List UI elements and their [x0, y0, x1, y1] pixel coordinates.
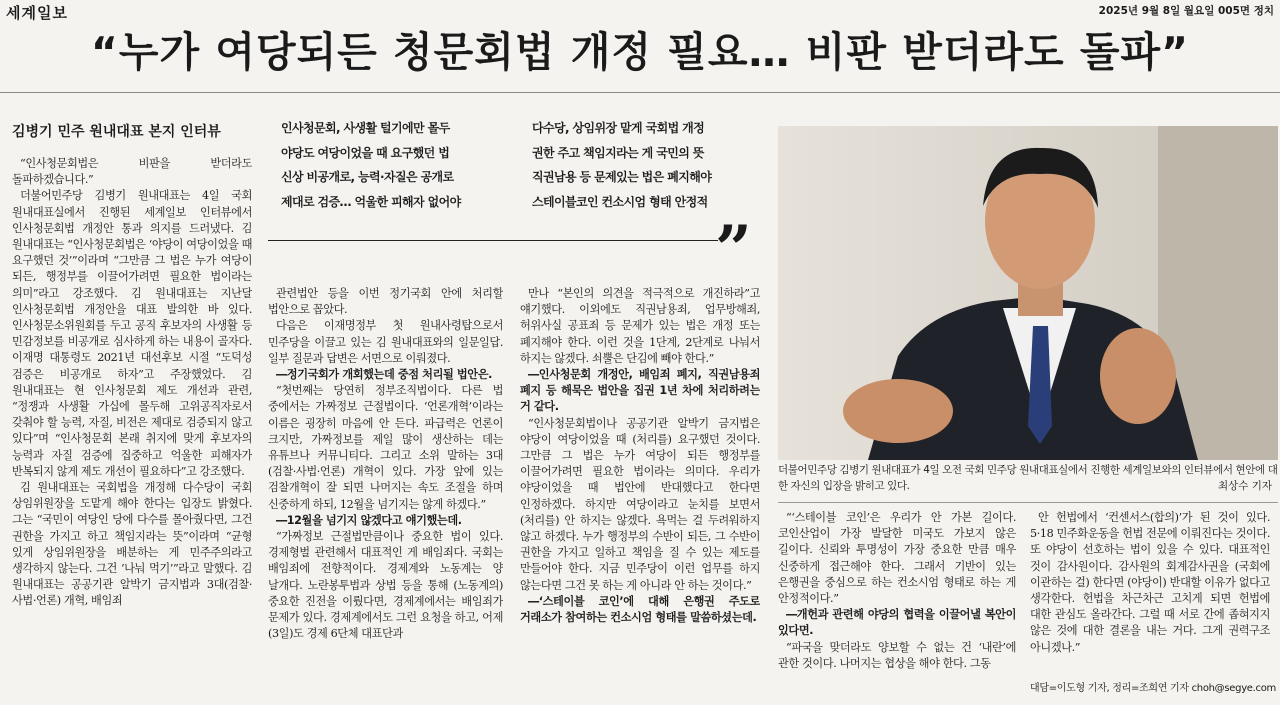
pullquote-right: [532, 116, 711, 214]
pullquote-line: 신상 비공개로, 능력·자질은 공개로: [281, 170, 454, 184]
pullquote-rule: [268, 240, 718, 241]
paragraph: “가짜정보 근절법만큼이나 중요한 법이 있다. 경제형벌 관련해서 대표적인 게 배임죄다. 국회는 배임죄에 전향적이다. 경제계와 노동계는 양 날개다. 노란봉투법과 상법 등을 통해 (노동계의) 중요한 진전을 이뤘다면, 경제계에서는 배임죄가 문제가 있다. 경제계에서도 그런 요청을 하고, 어제(3일)도 경제 6단체 대표단과: [268, 530, 503, 641]
kicker: 김병기 민주 원내대표 본지 인터뷰: [12, 124, 221, 140]
question: ―‘스테이블 코인’에 대해 은행권 주도로 거래소가 참여하는 컨소시엄 형태를 말씀하셨는데.: [520, 594, 760, 625]
paragraph: 다음은 이재명정부 첫 원내사령탑으로서 민주당을 이끌고 있는 김 원내대표와의 일문일답. 일부 질문과 답변은 서면으로 이뤄졌다.: [268, 319, 503, 365]
paragraph: 만나 “본인의 의견을 적극적으로 개진하라”고 얘기했다. 이외에도 직권남용죄, 업무방해죄, 허위사실 공표죄 등 문제가 있는 법은 개정 또는 폐지해야 한다. 이런 것을 1단계, 2단계로 나눠서 하지는 않겠다. 쇠뿔은 단김에 빼야 한다.”: [520, 287, 760, 365]
paragraph: 김 원내대표는 국회법을 개정해 다수당이 국회 상임위원장을 도맡게 해야 한다는 입장도 밝혔다. 그는 “국민이 여당인 당에 다수를 몰아줬다면, 그건 권한을 가지고 하고 책임지라는 뜻”이라며 “균형 있게 상임위원장을 배분하는 게 민주주의라고 생각하지 않는다. 그건 ‘나눠 먹기’”라고 말했다. 김 원내대표는 공공기관 알박기 금지법과 3대(검찰·사법·언론) 개혁, 배임죄: [12, 481, 252, 608]
pullquote-line: 인사청문회, 사생활 털기에만 몰두: [281, 121, 450, 135]
paragraph: “파국을 맞더라도 양보할 수 없는 건 ‘내란’에 관한 것이다. 나머지는 협상을 해야 한다. 그동: [778, 640, 1016, 670]
question: ―인사청문회 개정안, 배임죄 폐지, 직권남용죄 폐지 등 해묵은 법안을 집권 1년 차에 처리하려는 거 같다.: [520, 368, 760, 414]
divider: [0, 92, 1280, 93]
pullquote-left: [281, 116, 461, 214]
article-column-3: [520, 286, 760, 702]
paragraph: “인사청문회법은 비판을 받더라도 돌파하겠습니다.”: [12, 157, 252, 187]
quote-mark-icon: ”: [715, 212, 752, 287]
article-column-2: [268, 286, 503, 702]
question: ―정기국회가 개회했는데 중점 처리될 법안은.: [276, 368, 492, 382]
interview-photo: [778, 126, 1278, 460]
headline: “누가 여당되든 청문회법 개정 필요… 비판 받더라도 돌파”: [90, 28, 1190, 76]
paragraph: “‘스테이블 코인’은 우리가 안 가본 길이다. 코인산업이 가장 발달한 미국도 가보지 않은 길이다. 신뢰와 투명성이 가장 중요한 만큼 매우 신중하게 접근해야 한다. 그래서 기반이 있는 은행권을 중심으로 하는 컨소시엄 형태로 하는 게 안정적이다.”: [778, 511, 1016, 606]
divider: [778, 502, 1278, 503]
article-column-4: [778, 510, 1016, 702]
question: ―개헌과 관련해 야당의 협력을 이끌어낼 복안이 있다면.: [778, 608, 1016, 638]
photo-caption: 더불어민주당 김병기 원내대표가 4일 오전 국회 민주당 원내대표실에서 진행한 세계일보와의 인터뷰에서 현안에 대한 자신의 입장을 밝히고 있다.: [778, 464, 1278, 492]
pullquote-line: 직권남용 등 문제있는 법은 폐지해야: [532, 170, 712, 184]
pullquote-line: 다수당, 상임위장 맡게 국회법 개정: [532, 121, 705, 135]
article-column-1: [12, 156, 252, 702]
paragraph: 안 헌법에서 ‘컨센서스(합의)’가 된 것이 있다. 5·18 민주화운동을 헌법 전문에 이뤄진다는 것이다. 또 야당이 선호하는 법이 있을 수 있다. 대표적인 것이 감사원이다. 감사원의 회계감사권을 (국회에 이관하는 걸) 한다면 (야당이) 반대할 이유가 없다고 생각한다. 헌법을 차근차근 고치게 되면 헌법에 대한 관심도 올라간다. 그럴 때 서로 간에 좁혀지지 않은 것에 대한 결론을 내는 거다. 그게 권력구조 아니겠나.”: [1030, 511, 1270, 654]
paragraph: “첫번째는 당연히 정부조직법이다. 다른 법 중에서는 가짜정보 근절법이다. ‘언론개혁’이라는 이름은 굉장히 마음에 안 든다. 파급력은 언론이 크지만, 가짜정보를 제일 많이 생산하는 데는 유튜브나 커뮤니티다. 그리고 소위 말하는 3대(검찰·사법·언론) 개혁이 있다. 가장 앞에 있는 검찰개혁이 잘 되면 나머지는 속도 조절을 하며 신중하게 하되, 12월을 넘기지는 않게 하겠다.”: [268, 384, 503, 511]
pullquote-line: 제대로 검증… 억울한 피해자 없어야: [281, 194, 461, 209]
pullquote-line: 야당도 여당이었을 때 요구했던 법: [281, 145, 450, 160]
paragraph: “인사청문회법이나 공공기관 알박기 금지법은 야당이 여당이었을 때 (처리를) 요구했던 것이다. 그만큼 그 법은 누가 여당이 되든 행정부를 이끌어가려면 필요한 법이라는 의미다. 우리가 야당이었을 때 법안에 반대했다고 한다면 인정하겠다. 하지만 여당이라고 눈치를 보면서 (처리를) 안 하지는 않겠다. 욕먹는 걸 두려워하지 않고 하겠다. 누가 행정부의 수반이 되든, 그 수반이 권한을 가지고 일하고 책임을 질 수 있는 제도를 만들어야 한다. 지금 민주당이 이런 업무를 하지 않는다면 그건 못 하는 게 아니라 안 하는 것이다.”: [520, 416, 760, 592]
masthead: 세계일보: [6, 4, 68, 22]
photo-credit: 최상수 기자: [1217, 480, 1272, 492]
article-column-5: [1030, 510, 1270, 675]
question: ―12월을 넘기지 않겠다고 얘기했는데.: [276, 513, 462, 527]
byline: 대담=이도형 기자, 정리=조희연 기자 choh@segye.com: [1030, 683, 1277, 694]
pullquote-line: 권한 주고 책임지라는 게 국민의 뜻: [532, 145, 704, 160]
paragraph: 더불어민주당 김병기 원내대표는 4일 국회 원내대표실에서 진행된 세계일보 인터뷰에서 인사청문회법 개정안 통과 의지를 드러냈다. 김 원내대표는 “인사청문회법은 ‘야당이 여당이었을 때 요구했던 것’”이라며 “그만큼 그 법은 누가 여당이 되든, 행정부를 이끌어가려면 필요한 법이라는 의미”라고 강조했다. 김 원내대표는 지난달 인사청문회법 개정안을 대표 발의한 바 있다. 인사청문소위원회를 두고 공직 후보자의 사생활 등 민감정보를 비공개로 심사하게 하는 내용이 골자다. 이재명 대통령도 2021년 대선후보 시절 “도덕성 검증은 비공개로 하자”고 주장했었다. 김 원내대표는 현 인사청문회 제도 개선과 관련, “정쟁과 사생활 가십에 몰두해 고위공직자로서 갖춰야 할 능력, 자질, 비전은 제대로 검증되지 않고 있다”며 “인사청문회 본래 취지에 맞게 후보자의 능력과 자질 검증에 집중하고 억울한 피해자가 반복되지 않게 제도 개선이 필요하다”고 강조했다.: [12, 189, 252, 478]
dateline: 2025년 9월 8일 월요일 005면 정치: [1098, 5, 1274, 17]
paragraph: 관련법안 등을 이번 정기국회 안에 처리할 법안으로 꼽았다.: [268, 287, 503, 317]
photo-illustration: [778, 126, 1278, 460]
pullquote-line: 스테이블코인 컨소시엄 형태 안정적: [532, 194, 708, 209]
